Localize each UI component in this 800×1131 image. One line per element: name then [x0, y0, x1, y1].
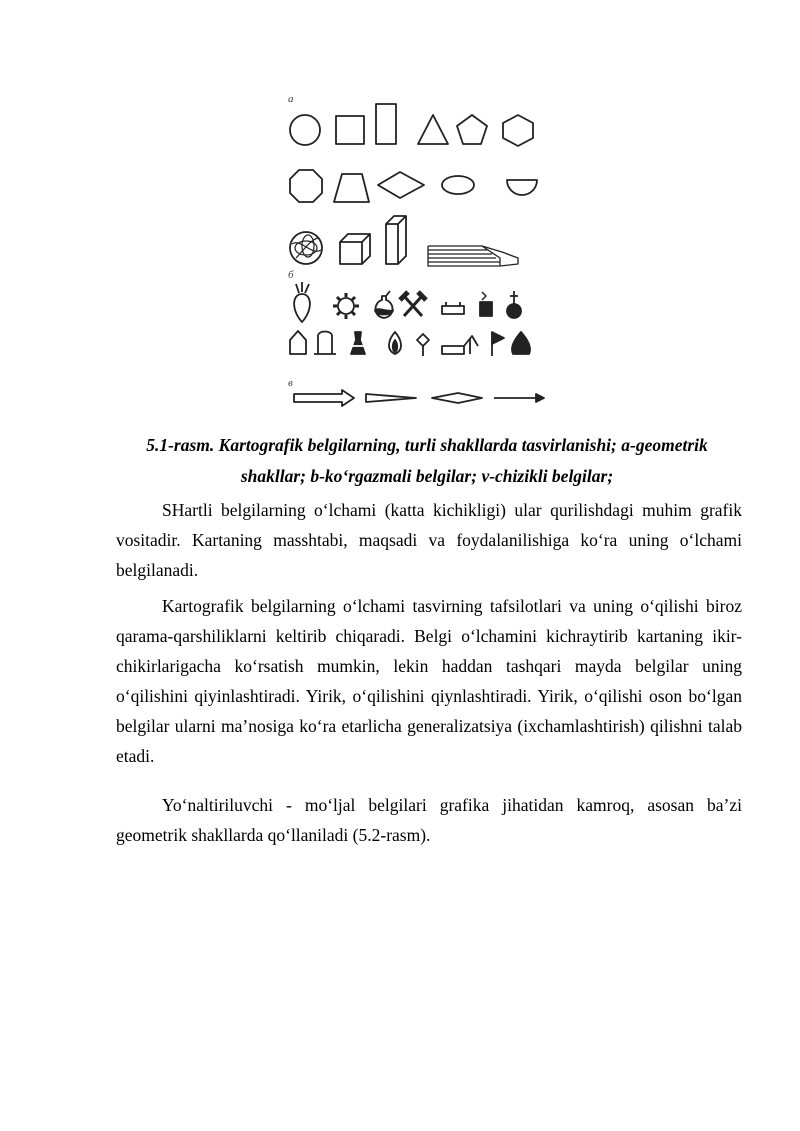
- geometric-row-3: [290, 216, 518, 266]
- flask-icon: [375, 291, 393, 318]
- bell-icon: [512, 332, 530, 354]
- tower-icon: [351, 332, 365, 354]
- triangle-icon: [418, 115, 448, 144]
- house-icon: [290, 331, 306, 354]
- geometric-row-1: [290, 104, 533, 146]
- factory-tray-icon: [442, 302, 464, 314]
- pin-icon: [417, 334, 429, 356]
- flag-icon: [492, 332, 504, 356]
- crane-icon: [442, 336, 478, 354]
- pictorial-row-1: [294, 282, 521, 322]
- prism-icon: [386, 216, 406, 264]
- ellipse-icon: [442, 176, 474, 194]
- label-v: в: [288, 377, 293, 389]
- square-icon: [336, 116, 364, 144]
- tall-rectangle-icon: [376, 104, 396, 144]
- beet-icon: [294, 282, 310, 322]
- symbols-figure: [282, 88, 552, 408]
- rhombus-icon: [378, 172, 424, 198]
- cube-icon: [340, 234, 370, 264]
- octagon-icon: [290, 170, 322, 202]
- label-b: б: [288, 269, 294, 281]
- linear-row: [294, 390, 544, 406]
- semicircle-icon: [507, 180, 537, 195]
- label-a: a: [288, 93, 294, 105]
- drop-flag-icon: [507, 291, 521, 318]
- pentagon-icon: [457, 115, 487, 144]
- geometric-row-2: [290, 170, 537, 202]
- stacked-slabs-icon: [428, 246, 518, 266]
- arrow-line-icon: [494, 394, 544, 402]
- chimney-block-icon: [480, 292, 492, 316]
- paragraph-3: Yoʻnaltiriluvchi - moʻljal belgilari grafika jihatidan kamroq, asosan baʼzi geometrik shakllarda qoʻllaniladi (5.2-rasm).: [116, 795, 742, 845]
- arch-icon: [314, 332, 336, 355]
- paragraph-2: Kartografik belgilarning oʻlchami tasvirning tafsilotlari va uning oʻqilishi biroz qarama-qarshiliklarni keltirib chiqaradi. Belgi oʻlchamini kichraytirib kartaning ikir-chikirlarigacha koʻrsatish mumkin, lekin haddan tashqari mayda belgilar uning oʻqilishini qiyinlashtiradi. Yirik, oʻqilishini qiynlashtiradi. Yirik, oʻqilishi oson boʻlgan belgilar ularni maʼnosiga koʻra etarlicha generalizatsiya (ixchamlashtirish) qilishni talab etadi.: [116, 596, 742, 766]
- paragraph-1: SHartli belgilarning oʻlchami (katta kichikligi) ular qurilishdagi muhim grafik vositadir. Kartaning masshtabi, maqsadi va foydalanilishiga koʻra uning oʻlchami belgilanadi.: [116, 500, 742, 580]
- gear-icon: [333, 293, 359, 319]
- hexagon-icon: [503, 115, 533, 146]
- drop-icon: [389, 332, 401, 354]
- spindle-line-icon: [432, 393, 482, 403]
- pictorial-row-2: [290, 331, 530, 356]
- trapezoid-icon: [334, 174, 369, 202]
- crossed-hammers-icon: [400, 292, 426, 316]
- sphere-icon: [290, 232, 322, 264]
- circle-icon: [290, 115, 320, 145]
- double-arrow-icon: [294, 390, 354, 406]
- wedge-line-icon: [366, 394, 416, 402]
- figure-caption: 5.1-rasm. Kartografik belgilarning, turli shakllarda tasvirlanishi; a-geometrik shakllar; b-koʻrgazmali belgilar; v-chizikli belgilar;: [146, 435, 708, 486]
